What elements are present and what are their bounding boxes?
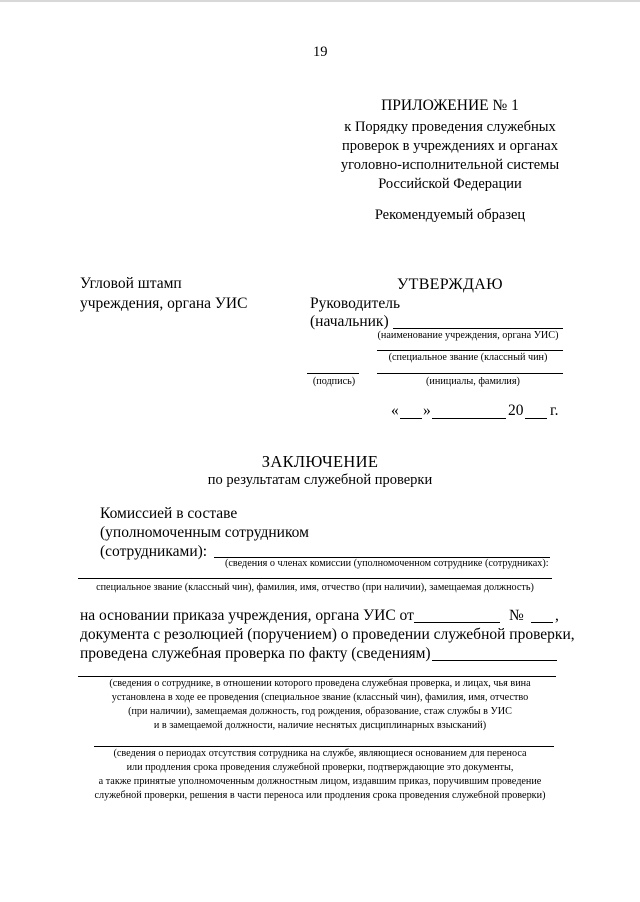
- caption-commission-members: (сведения о членах комиссии (уполномоченном сотруднике (сотрудниках):: [225, 558, 549, 569]
- employee-info-caption-4: и в замещаемой должности, наличие неснятых дисциплинарных взысканий): [153, 720, 487, 731]
- commission-line-2: (уполномоченным сотрудником: [100, 524, 309, 541]
- basis-line-2: документа с резолюцией (поручением) о проведении служебной проверки,: [80, 626, 575, 643]
- caption-signature: (подпись): [312, 376, 356, 387]
- employee-info-caption-1: (сведения о сотруднике, в отношении которого проведена служебная проверка, и лицах, чья вина: [109, 678, 531, 689]
- approve-head-2: (начальник): [310, 313, 389, 330]
- appendix-title: ПРИЛОЖЕНИЕ № 1: [381, 97, 519, 114]
- basis-line-1-end: ,: [555, 607, 559, 624]
- caption-institution: (наименование учреждения, органа УИС): [377, 330, 559, 341]
- appendix-line-2: проверок в учреждениях и органах: [342, 138, 558, 154]
- stamp-line-2: учреждения, органа УИС: [80, 295, 248, 312]
- appendix-line-4: Российской Федерации: [378, 176, 522, 192]
- date-quote-open: «: [391, 402, 399, 419]
- date-quote-close: »: [423, 402, 431, 419]
- page-number: 19: [313, 44, 328, 60]
- sample-label: Рекомендуемый образец: [374, 207, 526, 223]
- rank-line: [377, 350, 563, 351]
- employee-info-caption-2: установлена в ходе ее проведения (специальное звание (классный чин), фамилия, имя, отчество: [111, 692, 529, 703]
- facts-line: [432, 660, 557, 661]
- approve-title: УТВЕРЖДАЮ: [397, 276, 503, 293]
- commission-line-1: Комиссией в составе: [100, 505, 238, 522]
- employee-info-line: [78, 676, 556, 677]
- date-day-line: [400, 418, 422, 419]
- order-number-sign: №: [509, 607, 524, 624]
- absence-info-caption-4: служебной проверки, решения в части переноса или продления срока проведения служебной проверки): [94, 790, 546, 801]
- appendix-line-1: к Порядку проведения служебных: [344, 119, 556, 135]
- signature-line: [307, 373, 359, 374]
- institution-line: [393, 328, 563, 329]
- page-top-edge: [0, 0, 640, 2]
- date-year-prefix: 20: [508, 402, 524, 419]
- absence-info-caption-3: а также принятые уполномоченным должностным лицом, издавшим приказ, поручившим проведение: [98, 776, 542, 787]
- commission-details-line: [78, 578, 552, 579]
- date-month-line: [432, 418, 506, 419]
- date-year-line: [525, 418, 547, 419]
- basis-line-3: проведена служебная проверка по факту (сведениям): [80, 645, 431, 662]
- caption-rank: (специальное звание (классный чин): [388, 352, 548, 363]
- initials-line: [377, 373, 563, 374]
- absence-info-line: [94, 746, 554, 747]
- absence-info-caption-1: (сведения о периодах отсутствия сотрудника на службе, являющиеся основанием для переноса: [113, 748, 527, 759]
- conclusion-title: ЗАКЛЮЧЕНИЕ: [261, 452, 379, 471]
- conclusion-subtitle: по результатам служебной проверки: [207, 472, 433, 488]
- stamp-line-1: Угловой штамп: [80, 275, 182, 292]
- commission-line-3: (сотрудниками):: [100, 543, 208, 560]
- order-number-line: [531, 622, 553, 623]
- employee-info-caption-3: (при наличии), замещаемая должность, год рождения, образование, стаж службы в УИС: [128, 706, 512, 717]
- approve-head-1: Руководитель: [310, 295, 401, 312]
- basis-line-1: на основании приказа учреждения, органа УИС от: [80, 607, 414, 624]
- date-suffix: г.: [550, 402, 559, 419]
- caption-initials: (инициалы, фамилия): [426, 376, 520, 387]
- appendix-line-3: уголовно-исполнительной системы: [340, 157, 560, 173]
- order-date-line: [414, 622, 500, 623]
- caption-commission-details: специальное звание (классный чин), фамилия, имя, отчество (при наличии), замещаемая должность): [96, 582, 534, 593]
- absence-info-caption-2: или продления срока проведения служебной проверки, подтверждающие это документы,: [126, 762, 514, 773]
